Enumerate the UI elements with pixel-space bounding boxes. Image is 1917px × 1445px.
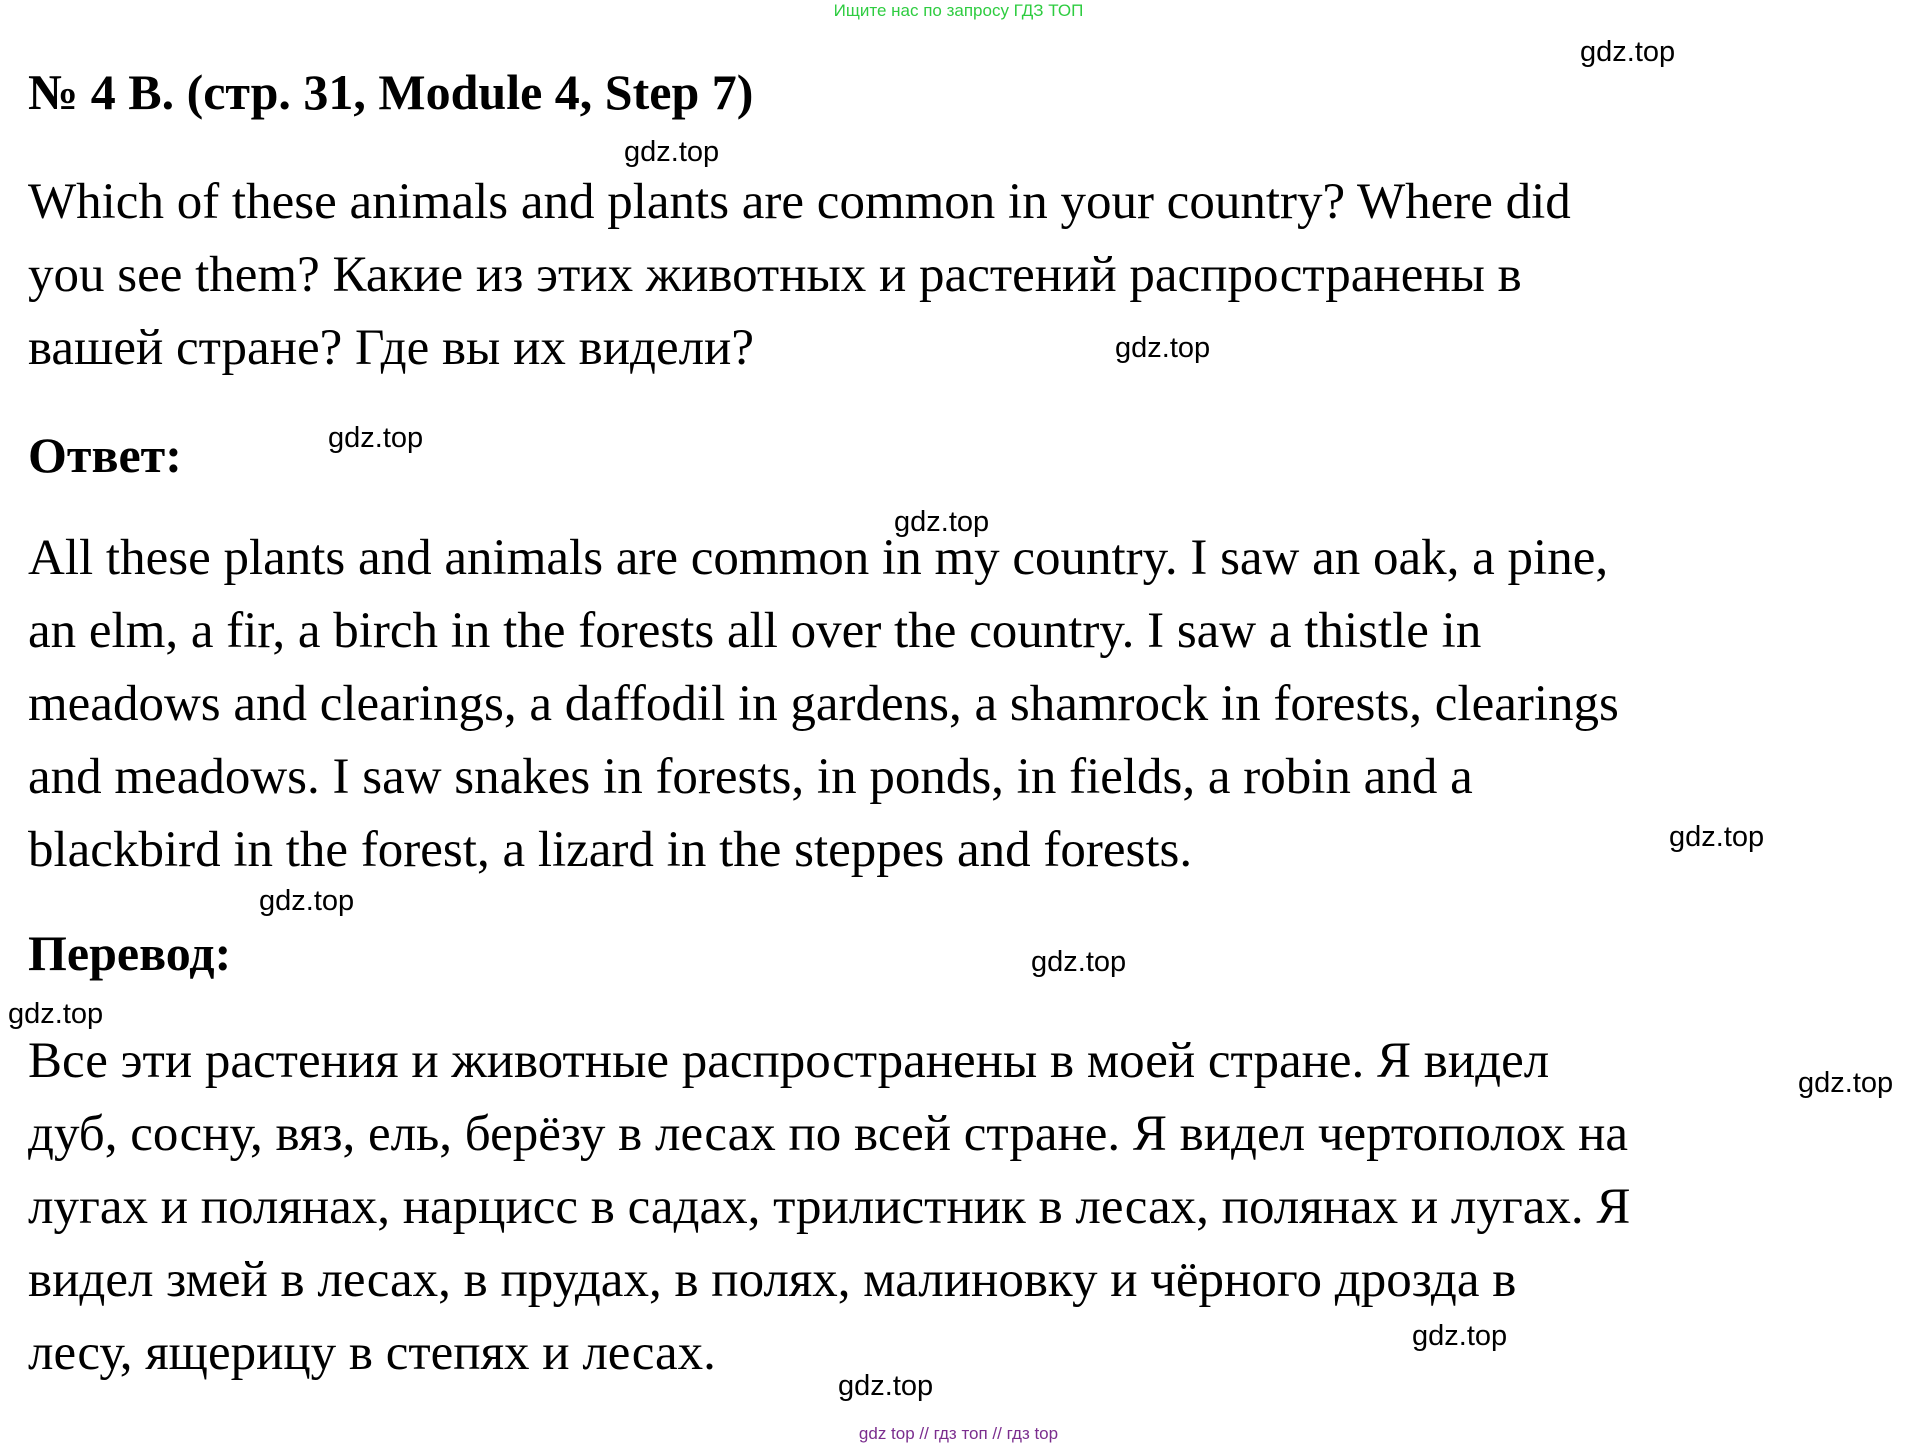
translation-text — [28, 1025, 1908, 1390]
question-line: вашей стране? Где вы их видели? — [28, 320, 754, 376]
watermark: gdz.top — [1798, 1067, 1894, 1099]
watermark: gdz.top — [328, 422, 424, 454]
top-banner: Ищите нас по запросу ГДЗ ТОП — [833, 1, 1084, 20]
answer-heading: Ответ: — [28, 427, 182, 483]
watermark: gdz.top — [894, 506, 990, 538]
question-line: you see them? Какие из этих животных и растений распространены в — [28, 247, 1522, 303]
answer-line: blackbird in the forest, a lizard in the steppes and forests. — [28, 822, 1193, 878]
watermark: gdz.top — [1115, 332, 1211, 364]
watermark: gdz.top — [624, 136, 720, 168]
translation-line: Все эти растения и животные распространены в моей стране. Я видел — [28, 1033, 1550, 1089]
watermark: gdz.top — [1031, 946, 1127, 978]
answer-line: All these plants and animals are common in my country. I saw an oak, a pine, — [28, 530, 1609, 586]
watermark: gdz.top — [1669, 821, 1765, 853]
answer-text — [28, 522, 1908, 887]
page-title: № 4 B. (стр. 31, Module 4, Step 7) — [28, 64, 754, 120]
watermark: gdz.top — [1580, 36, 1676, 68]
translation-line: дуб, сосну, вяз, ель, берёзу в лесах по всей стране. Я видел чертополох на — [28, 1106, 1629, 1162]
translation-line: лесу, ящерицу в степях и лесах. — [28, 1325, 716, 1381]
watermark: gdz.top — [1412, 1320, 1508, 1352]
watermark: gdz.top — [838, 1370, 934, 1402]
watermark: gdz.top — [8, 998, 104, 1030]
answer-line: and meadows. I saw snakes in forests, in ponds, in fields, a robin and a — [28, 749, 1473, 805]
footer-links: gdz top // гдз топ // гдз top — [858, 1424, 1059, 1443]
watermark: gdz.top — [259, 885, 355, 917]
question-line: Which of these animals and plants are common in your country? Where did — [28, 174, 1571, 230]
translation-line: лугах и полянах, нарцисс в садах, трилистник в лесах, полянах и лугах. Я — [28, 1179, 1631, 1235]
translation-line: видел змей в лесах, в прудах, в полях, малиновку и чёрного дрозда в — [28, 1252, 1517, 1308]
question-text — [28, 166, 1908, 385]
answer-line: meadows and clearings, a daffodil in gardens, a shamrock in forests, clearings — [28, 676, 1619, 732]
answer-line: an elm, a fir, a birch in the forests all over the country. I saw a thistle in — [28, 603, 1482, 659]
translation-heading: Перевод: — [28, 925, 232, 981]
